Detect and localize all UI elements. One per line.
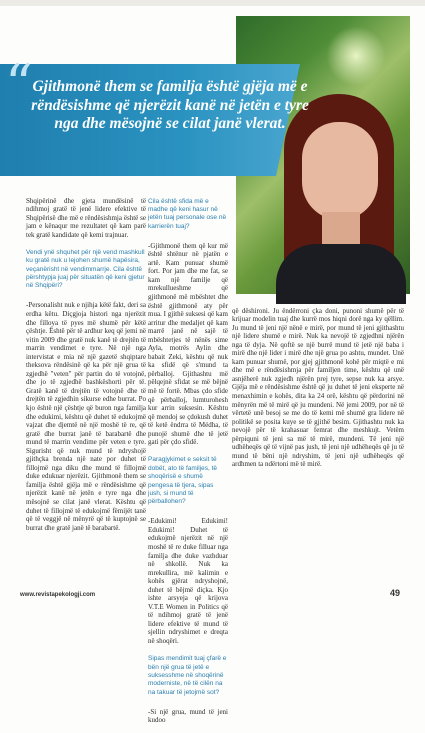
photo-face	[302, 122, 378, 220]
article-column-1	[26, 188, 146, 541]
paragraph: që dëshironi. Ju ëndërroni çka doni, punoni shumë për të krijuar modelin tuaj dhe kurrë mos hiqni dorë nga ky qëllim. Ju mund të jeni një nënë e mirë, por mund të jeni gjithashtu një lidere shumë e mirë. Nuk ka nevojë të zgjedhni njërën nga të dyja. Në qoftë se një burrë mund të jetë një baba i mirë dhe një lider i mirë dhe një grua po ashtu, mundet. Unë kam punuar shumë, por gjej gjithmonë kohë për miqtë e mi dhe më e rëndësishmja për familjen time, kështu që unë asnjëherë nuk zgjedh njërën prej tyre, sepse nuk ka arsye. Gjëja më e rëndësishme është që ju duhet të jeni eksperte në menaxhimin e kohës, dita ka 24 orë, kështu që përdorini në mënyrën më të mirë që ju mundeni. Në jemi 2009, por në të vërtetë unë besoj se me do të kemi më shumë gra lidere në politikë se posita kuye se të gjithë besim. Gjithashtu nuk ka nevojë për të krahasuar femrat dhe meshkujt. Vetëm përpiquni të jeni sa më të mirë, mundeni. Të jeni një udhëheqës që të vijnë pas jush, të jeni një udhëheqës që ju të mund të bëni një ndryshim, të jeni një udhëheqës që ardhmen ta ndërtoni më të mirë.	[232, 306, 404, 469]
photo-light	[326, 26, 386, 86]
footer-url: www.revistapekologji.com	[20, 592, 96, 598]
page-number: 49	[390, 588, 401, 598]
article-column-3	[232, 298, 404, 477]
paragraph: -Gjithmonë them që kur më është shtënur në pjatën e artë. Kam punuar shumë fort. Por jam dhe me fat, se kam një familje që mrekullueshme që gjithmonë më mbështet dhe është gjithmonë aty për mua. I gjithë suksesi që kam arritur dhe medaljet që kam marrë janë në sajë të mbështetjes të nënës sime Ayla, motrës Aylin dhe babait Zeki, kështu që nuk ka sfidë që s'mund ta përballoj. Gjithashtu më pëlqejnë sfidat se më bëjnë më të fortë. Mbas çdo sfide që përballoj, lumturohesh kur arrin suksesin. Kështu që mendoj se çdokush duhet të ketë ëndrra të Médha, të punojë shumë dhe të jetë gati për çdo sfidë.	[148, 241, 228, 447]
paragraph: -Personalisht nuk e njihja këtë fakt, deri sa erdha këtu. Diçgjoja histori nga njerëzit dhe filloya të pyes më shumë për këtë çështje. Është për të ardhur keq që jemi në vitin 2009 dhe gratë nuk kanë të drejtën të marrin vendimet e tyre. Në një nga intervistat e mia në një gazetë shqiptare theksova rëndësinë që ka për një grua të zgjedhë "veten" për partin do të votojnë, dhe jo të zgjedhë bashkëshorti për të. Gratë kanë të drejtën të votojnë dhe të drejtën të zgjedhin sikurse edhe burrat. Po kjo është një çështje që buron nga familja dhe edukimi, kështu që duhet të edukojmë vajzat dhe djemtë në një moshë të re, që gratë dhe burrat janë të barabartë dhe mund të marrin vendime për veten e tyre. Sigurisht që nuk mund të ndryshojë gjithçka brenda një nate por duhet të fillojmë nga diku dhe mund të fillojmë duke edukuar njerëzit. Gjithmonë them se familja është gjëja më e rëndësishme që njerëzit kanë në jetën e tyre nga dhe mësojnë se cilat janë vlerat. Kështu që duhet të fillojmë të edukojmë fëmijët tanë që të veggjë në mënyrë që të kuptojnë se burrat dhe gratë janë të barabartë.	[26, 301, 146, 532]
paragraph: -Si një grua, mund të jeni kudoo	[148, 707, 228, 725]
article-column-2	[148, 188, 228, 733]
interview-question: Vendi ynë shquhet për një vend mashkull ku gratë nuk u lejohen shumë hapësira, veçanërisht në vendimmarrje. Cila është përshtypja juaj për situatën që keni gjetur në Shqipëri?	[26, 248, 145, 290]
page-top-strip	[0, 0, 425, 6]
pull-quote-headline: Gjithmonë them se familja është gjëja më e rëndësishme që njerëzit kanë në jetën e tyre nga dhe mësojnë se cilat janë vlerat.	[31, 78, 309, 132]
interview-question: Sipas mendimit tuaj çfarë e bën një grua të jetë e suksesshme në shoqërinë moderniste, në të cilën na na takuar të jetojmë sot?	[148, 655, 227, 696]
paragraph: Shqipërinë dhe gjeta mundësinë të ndihmoj gratë të jenë lidere efektive të Shqipërisë dhe më e rëndësishmja është se jam e kënaqur me rezultatet që kam parë tek gratë kandidate që kemi trajnuar.	[26, 196, 146, 239]
interview-question: Paragjykimet e seksit të dobët, ato të familjes, të shoqërisë e shumë pengesa të tjera, sipas jush, si mund të përballohen?	[148, 456, 218, 506]
quote-mark-icon: “	[5, 53, 33, 116]
interview-question: Cila është sfida më e madhe që keni hasur në jetën tuaj personale ose në karrierën tuaj?	[148, 197, 227, 230]
paragraph: -Edukimi! Edukimi! Edukimi! Duhet të edukojmë njerëzit në një moshë të re duke filluar nga familja dhe duke vazhduar në shkollë. Nuk ka mrekullira, më kalimin e kohës gjërat ndryshojnë, duhet të bëjmë diçka. Kjo ishte arsyeja që krijova V.T.E Women in Politics që të ndihmoj gratë të jenë lidere efektive të mund të sjellin ndryshimet e dreqta në shoqëri.	[148, 517, 228, 646]
photo-shirt	[276, 244, 406, 304]
